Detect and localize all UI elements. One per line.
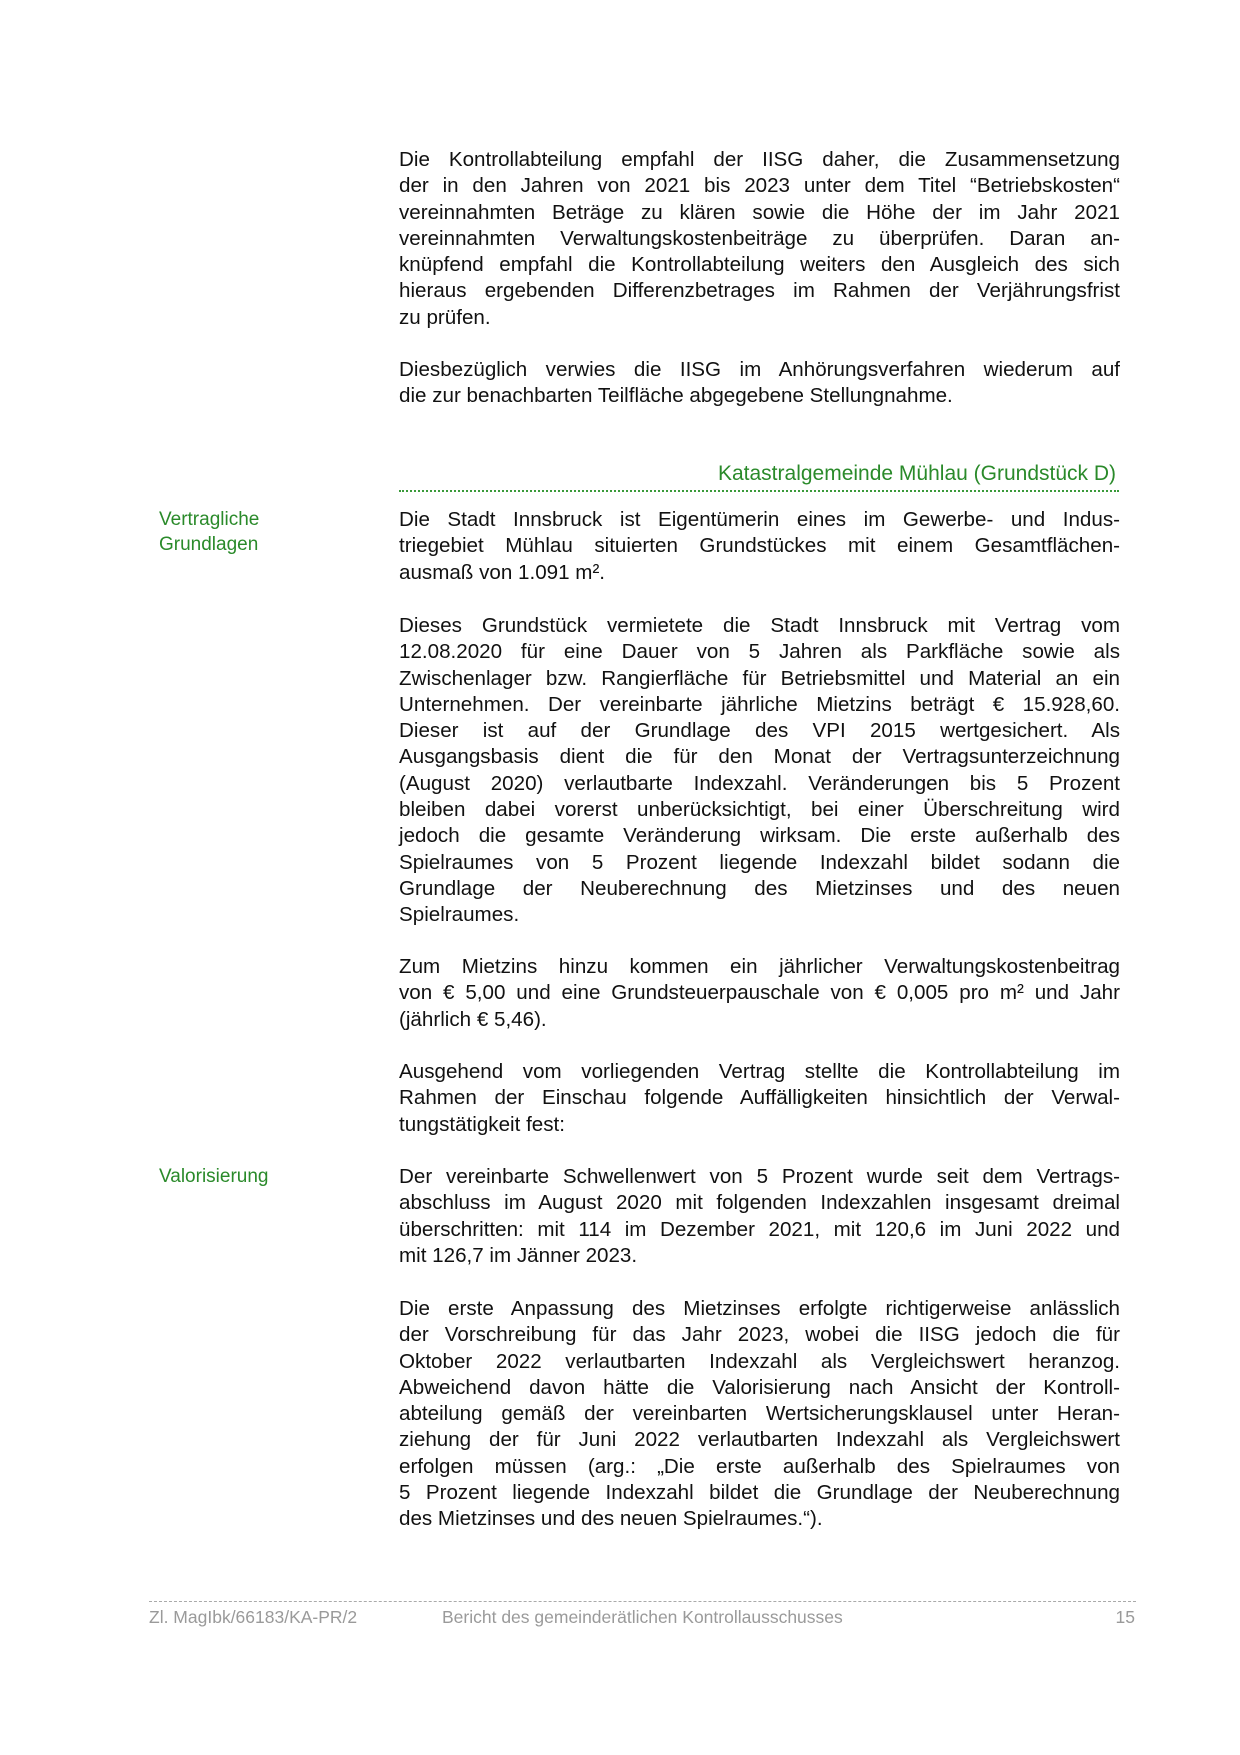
paragraph-line: Diesbezüglich verwies die IISG im Anhörungsverfahren wiederum auf: [399, 358, 1120, 381]
footer-divider: [149, 1601, 1136, 1602]
paragraph-line: Ausgehend vom vorliegenden Vertrag stellte die Kontrollabteilung im: [399, 1060, 1120, 1083]
paragraph-line: Spielraumes.: [399, 903, 520, 927]
paragraph: [399, 1296, 1120, 1533]
paragraph-line: 5 Prozent liegende Indexzahl bildet die Grundlage der Neuberechnung: [399, 1481, 1120, 1505]
paragraph-line: Zum Mietzins hinzu kommen ein jährlicher Verwaltungskostenbeitrag: [399, 955, 1120, 978]
paragraph-line: knüpfend empfahl die Kontrollabteilung weiters den Ausgleich des sich: [399, 253, 1120, 277]
paragraph: [399, 1059, 1120, 1138]
paragraph-line: Dieses Grundstück vermietete die Stadt Innsbruck mit Vertrag vom: [399, 614, 1120, 637]
paragraph-line: mit 126,7 im Jänner 2023.: [399, 1243, 638, 1267]
paragraph-line: hieraus ergebenden Differenzbetrages im Rahmen der Verjährungsfrist: [399, 279, 1120, 303]
paragraph-line: triegebiet Mühlau situierten Grundstückes mit einem Gesamtflächen-: [399, 534, 1120, 558]
side-label-line: Vertragliche: [159, 509, 260, 530]
paragraph: [399, 147, 1120, 331]
paragraph-line: vereinnahmten Verwaltungskostenbeiträge zu überprüfen. Daran an-: [399, 226, 1120, 250]
paragraph-line: ausmaß von 1.091 m².: [399, 560, 606, 584]
page-number: 15: [1115, 1607, 1135, 1627]
paragraph-line: Oktober 2022 verlautbarten Indexzahl als Vergleichswert heranzog.: [399, 1349, 1120, 1373]
paragraph-line: Zwischenlager bzw. Rangierfläche für Betriebsmittel und Material an ein: [399, 666, 1120, 690]
paragraph-line: Grundlage der Neuberechnung des Mietzinses und des neuen: [399, 876, 1120, 900]
paragraph-line: der Vorschreibung für das Jahr 2023, wobei die IISG jedoch die für: [399, 1323, 1120, 1347]
footer-title: Bericht des gemeinderätlichen Kontrollausschusses: [442, 1607, 843, 1627]
paragraph-line: von € 5,00 und eine Grundsteuerpauschale von € 0,005 pro m² und Jahr: [399, 981, 1120, 1005]
paragraph-line: Unternehmen. Der vereinbarte jährliche Mietzins beträgt € 15.928,60.: [399, 692, 1120, 716]
heading-divider: [399, 490, 1119, 492]
paragraph-line: abschluss im August 2020 mit folgenden Indexzahlen insgesamt dreimal: [399, 1191, 1120, 1215]
paragraph-line: zu prüfen.: [399, 305, 491, 329]
paragraph-line: (August 2020) verlautbarte Indexzahl. Veränderungen bis 5 Prozent: [399, 771, 1120, 795]
paragraph-line: Ausgangsbasis dient die für den Monat der Vertragsunterzeichnung: [399, 745, 1120, 769]
paragraph-line: des Mietzinses und des neuen Spielraumes.“).: [399, 1507, 823, 1531]
paragraph-line: vereinnahmten Beträge zu klären sowie die Höhe der im Jahr 2021: [399, 200, 1120, 224]
paragraph-line: Die erste Anpassung des Mietzinses erfolgte richtigerweise anlässlich: [399, 1297, 1120, 1320]
side-label-line: Grundlagen: [159, 533, 259, 555]
paragraph-line: ziehung der für Juni 2022 verlautbarten Indexzahl als Vergleichswert: [399, 1428, 1120, 1452]
paragraph-line: Dieser ist auf der Grundlage des VPI 2015 wertgesichert. Als: [399, 719, 1120, 743]
paragraph-line: jedoch die gesamte Veränderung wirksam. Die erste außerhalb des: [399, 824, 1120, 848]
paragraph: [399, 507, 1120, 586]
paragraph-line: (jährlich € 5,46).: [399, 1007, 547, 1031]
paragraph-line: abteilung gemäß der vereinbarten Wertsicherungsklausel unter Heran-: [399, 1402, 1120, 1426]
section-heading: Katastralgemeinde Mühlau (Grundstück D): [717, 462, 1116, 485]
paragraph-line: Der vereinbarte Schwellenwert von 5 Prozent wurde seit dem Vertrags-: [399, 1165, 1120, 1188]
paragraph-line: die zur benachbarten Teilfläche abgegebene Stellungnahme.: [399, 384, 953, 408]
side-label-valorisierung: Valorisierung: [159, 1166, 269, 1187]
footer-reference: Zl. MagIbk/66183/KA-PR/2: [149, 1607, 358, 1627]
paragraph-line: Rahmen der Einschau folgende Auffälligkeiten hinsichtlich der Verwal-: [399, 1086, 1120, 1110]
paragraph-line: überschritten: mit 114 im Dezember 2021, mit 120,6 im Juni 2022 und: [399, 1217, 1120, 1241]
paragraph-line: bleiben dabei vorerst unberücksichtigt, bei einer Überschreitung wird: [399, 798, 1120, 822]
paragraph-line: erfolgen müssen (arg.: „Die erste außerhalb des Spielraumes von: [399, 1454, 1120, 1478]
paragraph: [399, 1164, 1120, 1269]
paragraph-line: Die Kontrollabteilung empfahl der IISG daher, die Zusammensetzung: [399, 148, 1120, 171]
paragraph: [399, 954, 1120, 1033]
paragraph-line: Die Stadt Innsbruck ist Eigentümerin eines im Gewerbe- und Indus-: [399, 508, 1120, 531]
paragraph: [399, 357, 1120, 410]
side-label-vertragliche-grundlagen: [159, 508, 259, 557]
paragraph-line: tungstätigkeit fest:: [399, 1112, 565, 1136]
paragraph-line: Spielraumes von 5 Prozent liegende Indexzahl bildet sodann die: [399, 850, 1120, 874]
paragraph-line: 12.08.2020 für eine Dauer von 5 Jahren als Parkfläche sowie als: [399, 640, 1120, 664]
paragraph-line: der in den Jahren von 2021 bis 2023 unter dem Titel “Betriebskosten“: [399, 174, 1120, 198]
paragraph: [399, 613, 1120, 929]
paragraph-line: Abweichend davon hätte die Valorisierung nach Ansicht der Kontroll-: [399, 1375, 1120, 1399]
